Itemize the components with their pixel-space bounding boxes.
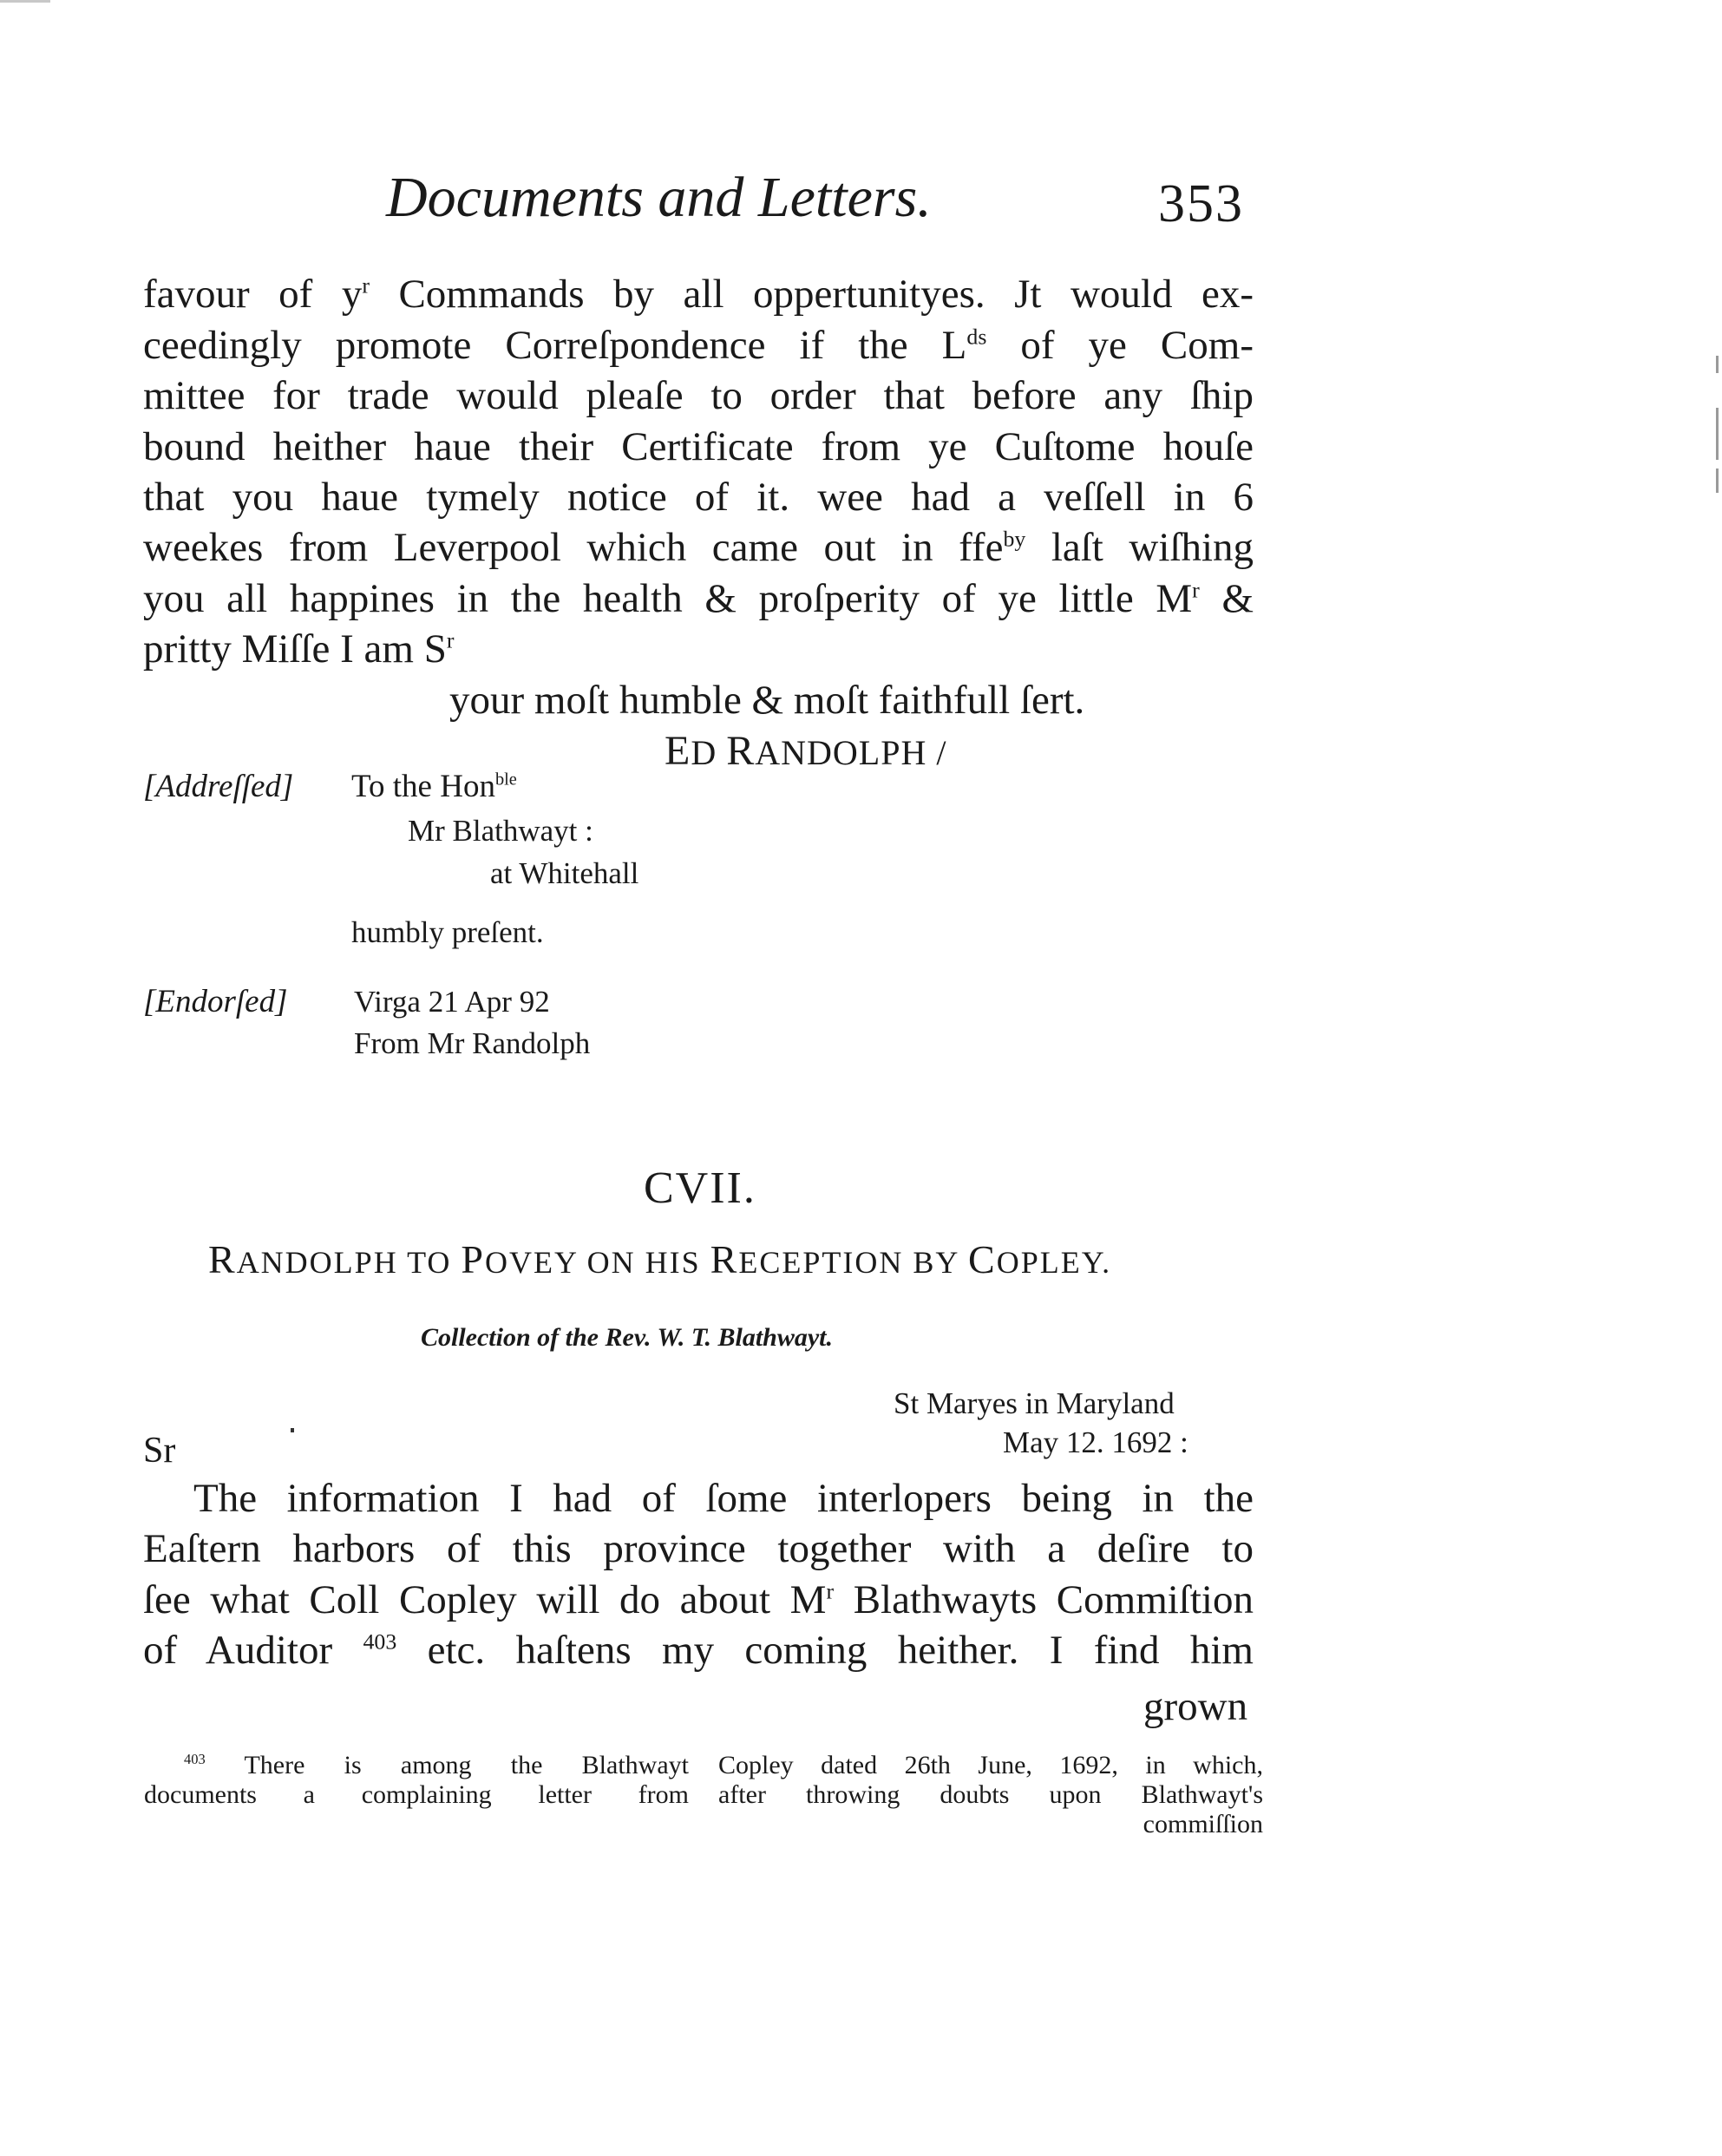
footnote-marker: 403 [184,1751,206,1767]
letter-line: weekes from Leverpool which came out in ffe$^{by}$ laſt wiſhing [143,525,1254,570]
address-line: humbly preſent. [351,915,544,949]
scan-edge-mark [1716,469,1719,493]
collection-source: Collection of the Rev. W. T. Blathwayt. [421,1323,834,1352]
section-title: RANDOLPH TO POVEY ON HIS RECEPTION BY COPLEY. [208,1237,1112,1281]
letter-line: favour of $y^r$ Commands by all oppertunityes. Jt would ex- [143,272,1254,317]
letter-line: bound heither haue their Certificate from ye Cuſtome houſe [143,424,1254,469]
address-line: To the Hon$^{ble}$ [351,769,517,804]
addressed-label: [Addreſſed] [143,769,294,804]
running-head-title: Documents and Letters. [386,166,932,229]
letter-line: Eaſtern harbors of this province together with a deſire to [143,1526,1254,1571]
footnote-line: after throwing doubts upon Blathwayt's [718,1780,1263,1809]
salutation: Sr [143,1431,176,1471]
section-number: CVII. [644,1163,756,1213]
letter-line: you all happines in the health & proſperity of ye little $M^r$ & [143,576,1254,621]
letter-line: ceedingly promote Correſpondence if the $L^{ds}$ of ye Com- [143,323,1254,368]
scan-edge-mark [1716,356,1719,373]
letter-line: of Auditor $^{403}$ etc. haſtens my coming heither. I find him [143,1628,1254,1673]
footnote-line: $^{403}$ There is among the Blathwayt [184,1751,689,1779]
footnote-line: Copley dated 26th June, 1692, in which, [718,1751,1263,1779]
footnote-line: commiſſion [1143,1810,1263,1838]
letter-line: ſee what Coll Copley will do about $M^r$ Blathwayts Commiſtion [143,1577,1254,1622]
footnote-left-column [144,1751,689,1810]
letter-line: that you haue tymely notice of it. wee had a veſſell in 6 [143,475,1254,520]
letter-date: May 12. 1692 : [1003,1425,1188,1459]
endorsement-line: From Mr Randolph [354,1026,591,1060]
letter-line: pritty Miſſe I am $S^r$ [143,626,455,672]
signature-text: ED RANDOLPH / [665,728,947,774]
endorsed-label: [Endorſed] [143,984,288,1019]
page-number: 353 [1158,174,1244,233]
ink-speck [291,1428,294,1432]
catchword: grown [1143,1684,1248,1729]
letter-place: St Maryes in Maryland [894,1386,1175,1420]
endorsement-line: Virga 21 Apr 92 [354,985,550,1019]
letter-closing: your moſt humble & moſt faithfull ſert. [449,678,1085,723]
scan-corner-mark [0,0,50,3]
footnote-line: documents a complaining letter from [144,1780,689,1809]
letter-line: The information I had of ſome interlopers being in the [193,1476,1254,1521]
footnote-right-column [718,1751,1263,1839]
signature [665,727,946,775]
address-line: at Whitehall [490,856,639,890]
address-line: Mr Blathwayt : [408,814,593,848]
scan-edge-mark [1716,408,1719,460]
letter-line: mittee for trade would pleaſe to order that before any ſhip [143,373,1254,418]
